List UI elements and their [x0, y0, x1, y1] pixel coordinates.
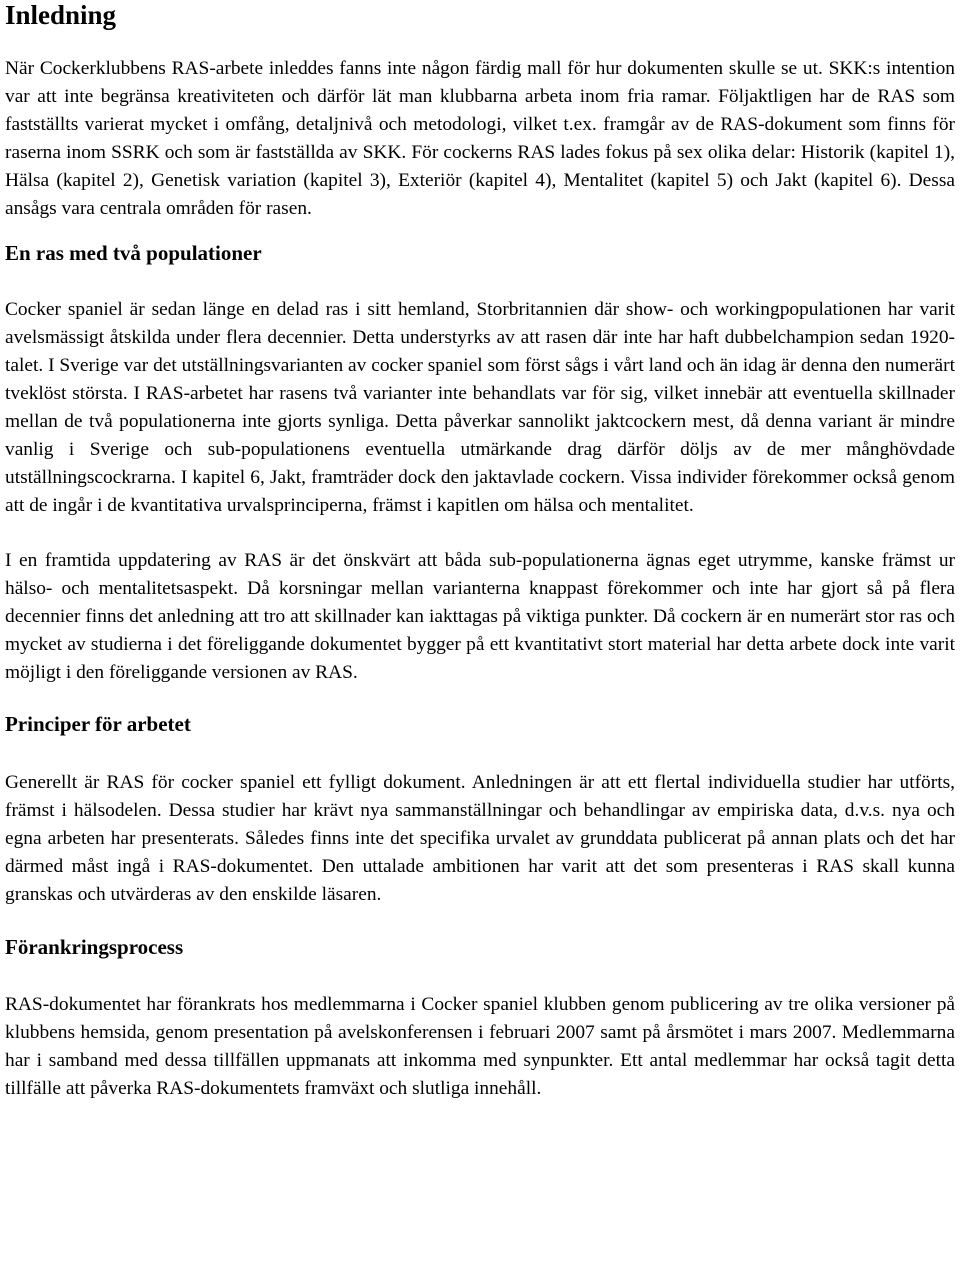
document-page	[5, 0, 955, 1103]
heading-tva-populationer: En ras med två populationer	[5, 241, 262, 265]
paragraph-framtida-uppdatering: I en framtida uppdatering av RAS är det önskvärt att båda sub-populationerna ägnas eget utrymme, kanske främst ur hälso- och mentalitetsaspekt. Då korsningar mellan varianterna knappast förekommer och inte har gjort så på flera decennier finns det anledning att tro att skillnader kan iakttagas på viktiga punkter. Då cockern är en numerärt stor ras och mycket av studierna i det föreliggande dokumentet bygger på ett kvantitativt stort material har detta arbete dock inte varit möjligt i den föreliggande versionen av RAS.	[5, 550, 955, 683]
paragraph-tva-populationer: Cocker spaniel är sedan länge en delad ras i sitt hemland, Storbritannien där show- och workingpopulationen har varit avelsmässigt åtskilda under flera decennier. Detta understyrks av att rasen där inte har haft dubbelchampion sedan 1920-talet. I Sverige var det utställningsvarianten av cocker spaniel som först sågs i vårt land och än idag är denna den numerärt tveklöst största. I RAS-arbetet har rasens två varianter inte behandlats var för sig, vilket innebär att eventuella skillnader mellan de två populationerna inte gjorts synliga. Detta påverkar sannolikt jaktcockern mest, då denna variant är mindre vanlig i Sverige och sub-populationens eventuella utmärkande drag därför döljs av de mer månghövdade utställningscockrarna. I kapitel 6, Jakt, framträder dock den jaktavlade cockern. Vissa individer förekommer också genom att de ingår i de kvantitativa urvalsprinciperna, främst i kapitlen om hälsa och mentalitet.	[5, 299, 955, 516]
paragraph-principer: Generellt är RAS för cocker spaniel ett fylligt dokument. Anledningen är att ett flertal individuella studier har utförts, främst i hälsodelen. Dessa studier har krävt nya sammanställningar och behandlingar av empiriska data, d.v.s. nya och egna arbeten har presenterats. Således finns inte det specifika urvalet av grunddata publicerat på annan plats och det har därmed måst ingå i RAS-dokumentet. Den uttalade ambitionen har varit att det som presenteras i RAS skall kunna granskas och utvärderas av den enskilde läsaren.	[5, 772, 955, 905]
heading-inledning: Inledning	[5, 0, 117, 30]
heading-principer: Principer för arbetet	[5, 712, 191, 736]
heading-forankring: Förankringsprocess	[5, 935, 184, 959]
paragraph-forankring: RAS-dokumentet har förankrats hos medlemmarna i Cocker spaniel klubben genom publicering av tre olika versioner på klubbens hemsida, genom presentation på avelskonferensen i februari 2007 samt på årsmötet i mars 2007. Medlemmarna har i samband med dessa tillfällen uppmanats att inkomma med synpunkter. Ett antal medlemmar har också tagit detta tillfälle att påverka RAS-dokumentets framväxt och slutliga innehåll.	[5, 994, 955, 1099]
paragraph-inledning: När Cockerklubbens RAS-arbete inleddes fanns inte någon färdig mall för hur dokumenten skulle se ut. SKK:s intention var att inte begränsa kreativiteten och därför lät man klubbarna arbeta inom fria ramar. Följaktligen har de RAS som fastställts varierat mycket i omfång, detaljnivå och metodologi, vilket t.ex. framgår av de RAS-dokument som finns för raserna inom SSRK och som är fastställda av SKK. För cockerns RAS lades fokus på sex olika delar: Historik (kapitel 1), Hälsa (kapitel 2), Genetisk variation (kapitel 3), Exteriör (kapitel 4), Mentalitet (kapitel 5) och Jakt (kapitel 6). Dessa ansågs vara centrala områden för rasen.	[5, 58, 955, 219]
